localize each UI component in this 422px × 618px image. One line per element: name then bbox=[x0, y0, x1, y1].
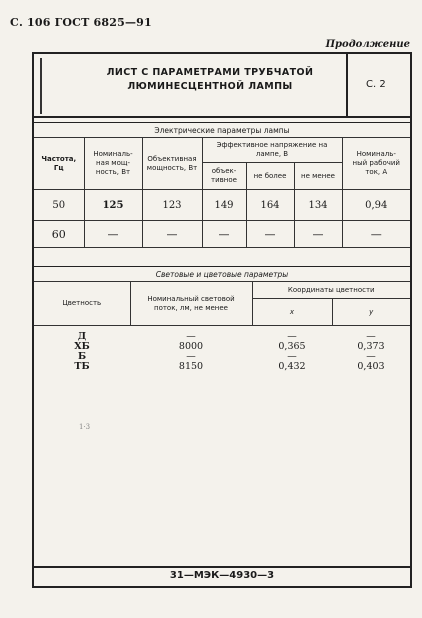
flux-value: 8000 bbox=[178, 341, 204, 352]
header-objective-power-l2: мощность, Вт bbox=[146, 163, 198, 172]
cell-voltage-max: 164 bbox=[246, 190, 294, 221]
sheet-title-line2: ЛЮМИНЕСЦЕНТНОЙ ЛАМПЫ bbox=[127, 81, 293, 92]
footer-code: 31—МЭК—4930—3 bbox=[169, 570, 275, 581]
x-value: — bbox=[287, 351, 297, 362]
footer-divider bbox=[32, 566, 412, 568]
header-voltage-l2: лампе, В bbox=[255, 150, 289, 158]
cell-nominal-power: — bbox=[84, 221, 142, 248]
header-current bbox=[342, 138, 410, 190]
color-tb: ТБ bbox=[74, 361, 90, 372]
color-b: Б bbox=[77, 351, 87, 362]
flux-value: 8150 bbox=[178, 361, 204, 372]
header-frequency-l2: Гц bbox=[53, 163, 64, 172]
table-row bbox=[34, 221, 410, 248]
header-objective-power-l1: Объективная bbox=[147, 154, 197, 163]
sheet-title-divider bbox=[346, 52, 348, 118]
cell-voltage-objective: — bbox=[202, 221, 246, 248]
cell-colors bbox=[34, 326, 130, 399]
header-current-l1: Номиналь- bbox=[356, 150, 396, 158]
light-caption: Световые и цветовые параметры bbox=[34, 267, 410, 282]
cell-flux bbox=[130, 326, 252, 399]
sheet-inner-line bbox=[40, 58, 42, 114]
light-params-table bbox=[34, 266, 410, 398]
color-khb: ХБ bbox=[74, 341, 90, 352]
flux-value: — bbox=[186, 351, 196, 362]
cell-x bbox=[252, 326, 332, 399]
cell-objective-power: — bbox=[142, 221, 202, 248]
header-voltage-max: не более bbox=[246, 163, 294, 190]
header-objective-power bbox=[142, 138, 202, 190]
header-nominal-power bbox=[84, 138, 142, 190]
header-nominal-power-l2: ная мощ- bbox=[96, 159, 130, 167]
table-row bbox=[34, 326, 410, 399]
cell-frequency: 50 bbox=[34, 190, 84, 221]
header-flux-l1: Номинальный световой bbox=[147, 294, 235, 303]
header-voltage-l1: Эффективное напряжение на bbox=[216, 141, 328, 149]
x-value: 0,365 bbox=[278, 341, 306, 352]
flux-value: — bbox=[186, 331, 196, 342]
header-frequency bbox=[34, 138, 84, 190]
stray-mark: 1·3 bbox=[79, 423, 91, 431]
color-d: Д bbox=[77, 331, 87, 342]
cell-voltage-min: 134 bbox=[294, 190, 342, 221]
y-value: 0,403 bbox=[357, 361, 385, 372]
sheet-title bbox=[90, 66, 330, 94]
cell-voltage-objective: 149 bbox=[202, 190, 246, 221]
sheet-title-line1: ЛИСТ С ПАРАМЕТРАМИ ТРУБЧАТОЙ bbox=[106, 67, 314, 78]
header-voltage-objective-l1: объек- bbox=[211, 167, 237, 175]
header-x: x bbox=[252, 299, 332, 326]
cell-y bbox=[332, 326, 410, 399]
cell-current: — bbox=[342, 221, 410, 248]
header-coords: Координаты цветности bbox=[252, 282, 410, 299]
header-nominal-power-l3: ность, Вт bbox=[95, 168, 131, 176]
x-value: — bbox=[287, 331, 297, 342]
header-voltage bbox=[202, 138, 342, 163]
cell-voltage-min: — bbox=[294, 221, 342, 248]
electrical-caption: Электрические параметры лампы bbox=[34, 123, 410, 138]
page-reference: С. 106 ГОСТ 6825—91 bbox=[10, 16, 152, 29]
header-y: y bbox=[332, 299, 410, 326]
cell-objective-power: 123 bbox=[142, 190, 202, 221]
header-color: Цветность bbox=[34, 282, 130, 326]
cell-frequency: 60 bbox=[34, 221, 84, 248]
table-row bbox=[34, 190, 410, 221]
header-voltage-objective-l2: тивное bbox=[211, 176, 237, 184]
header-frequency-l1: Частота, bbox=[41, 154, 77, 163]
header-voltage-objective bbox=[202, 163, 246, 190]
cell-current: 0,94 bbox=[342, 190, 410, 221]
header-flux-l2: поток, лм, не менее bbox=[154, 303, 228, 312]
continuation-label: Продолжение bbox=[325, 39, 410, 50]
y-value: — bbox=[366, 331, 376, 342]
electrical-params-table bbox=[34, 122, 410, 248]
y-value: 0,373 bbox=[357, 341, 385, 352]
header-voltage-min: не менее bbox=[294, 163, 342, 190]
x-value: 0,432 bbox=[278, 361, 306, 372]
header-flux bbox=[130, 282, 252, 326]
header-nominal-power-l1: Номиналь- bbox=[93, 150, 133, 158]
cell-nominal-power: 125 bbox=[84, 190, 142, 221]
sheet-number: С. 2 bbox=[366, 79, 386, 90]
header-current-l2: ный рабочий bbox=[352, 159, 400, 167]
y-value: — bbox=[366, 351, 376, 362]
header-current-l3: ток, А bbox=[365, 168, 388, 176]
cell-voltage-max: — bbox=[246, 221, 294, 248]
